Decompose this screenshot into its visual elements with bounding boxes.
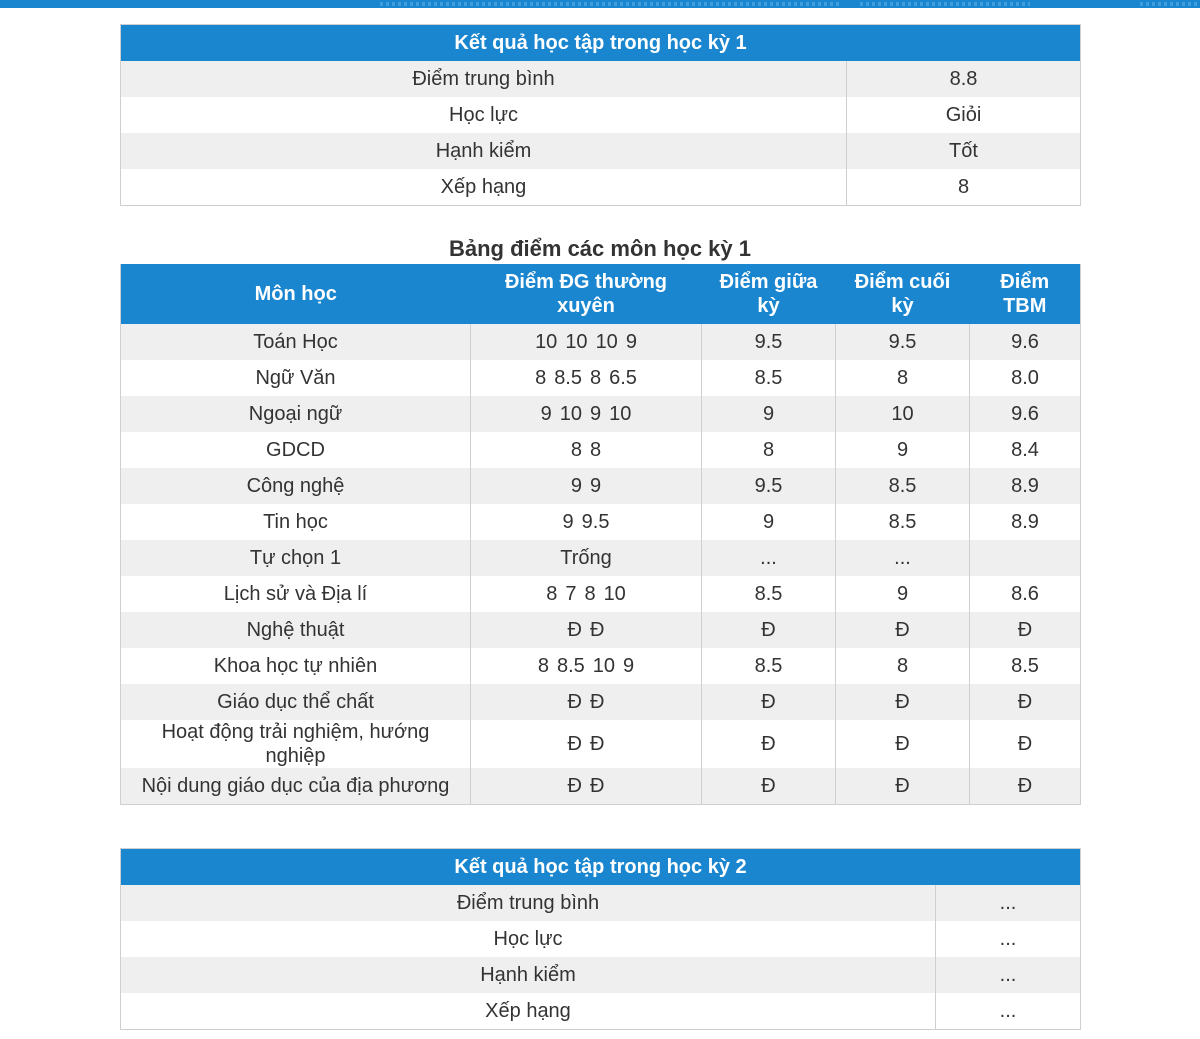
midterm-score-cell: 9 (702, 396, 836, 432)
regular-score: 8 (590, 439, 602, 461)
summary-label: Xếp hạng (121, 993, 936, 1030)
final-score-cell: 9 (836, 432, 970, 468)
midterm-score-cell: Đ (702, 684, 836, 720)
subject-cell: GDCD (121, 432, 471, 468)
semester2-summary-table (120, 848, 1081, 1030)
regular-score-cell (471, 432, 702, 468)
regular-score: 9 (625, 331, 637, 353)
average-score-cell (970, 540, 1081, 576)
summary-row (121, 133, 1081, 169)
regular-score: 9 (540, 403, 552, 425)
regular-score-cell (471, 396, 702, 432)
table-row (121, 768, 1081, 805)
summary-value: Tốt (847, 133, 1081, 169)
subject-cell: Hoạt động trải nghiệm, hướng nghiệp (121, 720, 471, 768)
subject-cell: Ngữ Văn (121, 360, 471, 396)
average-score-cell: Đ (970, 720, 1081, 768)
average-score-cell: 8.4 (970, 432, 1081, 468)
regular-score: Đ (567, 691, 582, 713)
summary-row (121, 885, 1081, 921)
header-regular-score: Điểm ĐG thường xuyên (471, 264, 702, 324)
regular-score: 9 (562, 511, 574, 533)
header-final-score: Điểm cuối kỳ (836, 264, 970, 324)
regular-score-cell (471, 612, 702, 648)
regular-score: 8.5 (554, 367, 582, 389)
regular-score: 10 (535, 331, 558, 353)
midterm-score-cell: 8 (702, 432, 836, 468)
summary-label: Hạnh kiểm (121, 957, 936, 993)
summary-label: Hạnh kiểm (121, 133, 847, 169)
subject-cell: Khoa học tự nhiên (121, 648, 471, 684)
regular-score: 10 (595, 331, 618, 353)
summary-label: Học lực (121, 921, 936, 957)
regular-score-cell (471, 720, 702, 768)
average-score-cell: 8.6 (970, 576, 1081, 612)
regular-score: 10 (592, 655, 616, 677)
regular-score: Đ (567, 619, 582, 641)
subject-cell: Tin học (121, 504, 471, 540)
summary-label: Học lực (121, 97, 847, 133)
regular-score: 10 (565, 331, 588, 353)
midterm-score-cell: 9 (702, 504, 836, 540)
regular-score: 9 (590, 403, 602, 425)
summary-label: Điểm trung bình (121, 61, 847, 97)
regular-score: 9 (623, 655, 635, 677)
final-score-cell: Đ (836, 720, 970, 768)
top-bar-pattern (860, 2, 1030, 6)
regular-score: Đ (590, 619, 605, 641)
regular-score: 8 (570, 439, 582, 461)
regular-score-cell (471, 576, 702, 612)
summary-value: ... (936, 885, 1081, 921)
midterm-score-cell: Đ (702, 612, 836, 648)
midterm-score-cell: 9.5 (702, 324, 836, 360)
table-row (121, 648, 1081, 684)
top-accent-bar (0, 0, 1200, 8)
subject-cell: Ngoại ngữ (121, 396, 471, 432)
top-bar-pattern (380, 2, 840, 6)
table-row (121, 720, 1081, 768)
final-score-cell: 8.5 (836, 468, 970, 504)
regular-score: 8 (546, 583, 558, 605)
summary-label: Điểm trung bình (121, 885, 936, 921)
table-row (121, 504, 1081, 540)
regular-score: Đ (590, 733, 605, 755)
regular-score: 9.5 (581, 511, 610, 533)
regular-score: 8 (537, 655, 549, 677)
regular-score: 10 (609, 403, 632, 425)
table-row (121, 576, 1081, 612)
average-score-cell: Đ (970, 612, 1081, 648)
subject-cell: Giáo dục thể chất (121, 684, 471, 720)
table-row (121, 468, 1081, 504)
summary-label: Xếp hạng (121, 169, 847, 206)
final-score-cell: 10 (836, 396, 970, 432)
table-row (121, 612, 1081, 648)
regular-score: 10 (559, 403, 582, 425)
regular-score: 7 (565, 583, 577, 605)
regular-score: 10 (603, 583, 626, 605)
average-score-cell: 8.9 (970, 468, 1081, 504)
average-score-cell: 8.9 (970, 504, 1081, 540)
table-row (121, 540, 1081, 576)
midterm-score-cell: 8.5 (702, 576, 836, 612)
regular-score: Đ (590, 691, 605, 713)
summary-row (121, 921, 1081, 957)
summary-value: Giỏi (847, 97, 1081, 133)
regular-score: 6.5 (609, 367, 637, 389)
summary-row (121, 61, 1081, 97)
average-score-cell: 9.6 (970, 396, 1081, 432)
midterm-score-cell: 8.5 (702, 648, 836, 684)
final-score-cell: 9.5 (836, 324, 970, 360)
regular-score: Đ (590, 775, 605, 797)
semester2-summary-title: Kết quả học tập trong học kỳ 2 (121, 849, 1081, 886)
midterm-score-cell: Đ (702, 720, 836, 768)
table-row (121, 432, 1081, 468)
regular-score-cell (471, 540, 702, 576)
subject-cell: Lịch sử và Địa lí (121, 576, 471, 612)
regular-score-cell (471, 324, 702, 360)
regular-score: Đ (567, 733, 582, 755)
regular-score: 8 (584, 583, 596, 605)
semester1-summary-title: Kết quả học tập trong học kỳ 1 (121, 25, 1081, 62)
regular-score: Trống (560, 547, 612, 569)
regular-score: 8 (535, 367, 547, 389)
final-score-cell: Đ (836, 684, 970, 720)
header-midterm-score: Điểm giữa kỳ (702, 264, 836, 324)
final-score-cell: 8.5 (836, 504, 970, 540)
table-row (121, 324, 1081, 360)
average-score-cell: Đ (970, 768, 1081, 805)
regular-score-cell (471, 648, 702, 684)
table-row (121, 684, 1081, 720)
table-row (121, 396, 1081, 432)
final-score-cell: ... (836, 540, 970, 576)
summary-value: ... (936, 993, 1081, 1030)
table-row (121, 360, 1081, 396)
midterm-score-cell: 8.5 (702, 360, 836, 396)
header-average-score: Điểm TBM (970, 264, 1081, 324)
regular-score: 8.5 (556, 655, 585, 677)
summary-row (121, 169, 1081, 206)
regular-score-cell (471, 468, 702, 504)
final-score-cell: Đ (836, 612, 970, 648)
summary-row (121, 993, 1081, 1030)
summary-value: 8.8 (847, 61, 1081, 97)
average-score-cell: 8.0 (970, 360, 1081, 396)
semester1-summary-table (120, 24, 1081, 206)
regular-score-cell (471, 504, 702, 540)
regular-score: Đ (567, 775, 582, 797)
regular-score-cell (471, 768, 702, 805)
midterm-score-cell: Đ (702, 768, 836, 805)
top-bar-pattern (1140, 2, 1200, 6)
subject-cell: Nội dung giáo dục của địa phương (121, 768, 471, 805)
average-score-cell: Đ (970, 684, 1081, 720)
final-score-cell: 8 (836, 648, 970, 684)
average-score-cell: 8.5 (970, 648, 1081, 684)
final-score-cell: 8 (836, 360, 970, 396)
summary-row (121, 97, 1081, 133)
subject-cell: Nghệ thuật (121, 612, 471, 648)
grades-table-title: Bảng điểm các môn học kỳ 1 (449, 236, 751, 261)
subject-cell: Tự chọn 1 (121, 540, 471, 576)
final-score-cell: Đ (836, 768, 970, 805)
midterm-score-cell: 9.5 (702, 468, 836, 504)
final-score-cell: 9 (836, 576, 970, 612)
midterm-score-cell: ... (702, 540, 836, 576)
regular-score: 9 (590, 475, 602, 497)
subject-cell: Công nghệ (121, 468, 471, 504)
summary-value: ... (936, 957, 1081, 993)
header-subject: Môn học (121, 264, 471, 324)
subject-cell: Toán Học (121, 324, 471, 360)
grades-table (120, 264, 1081, 805)
summary-row (121, 957, 1081, 993)
regular-score-cell (471, 684, 702, 720)
average-score-cell: 9.6 (970, 324, 1081, 360)
regular-score: 9 (570, 475, 582, 497)
regular-score: 8 (590, 367, 602, 389)
summary-value: ... (936, 921, 1081, 957)
summary-value: 8 (847, 169, 1081, 206)
regular-score-cell (471, 360, 702, 396)
